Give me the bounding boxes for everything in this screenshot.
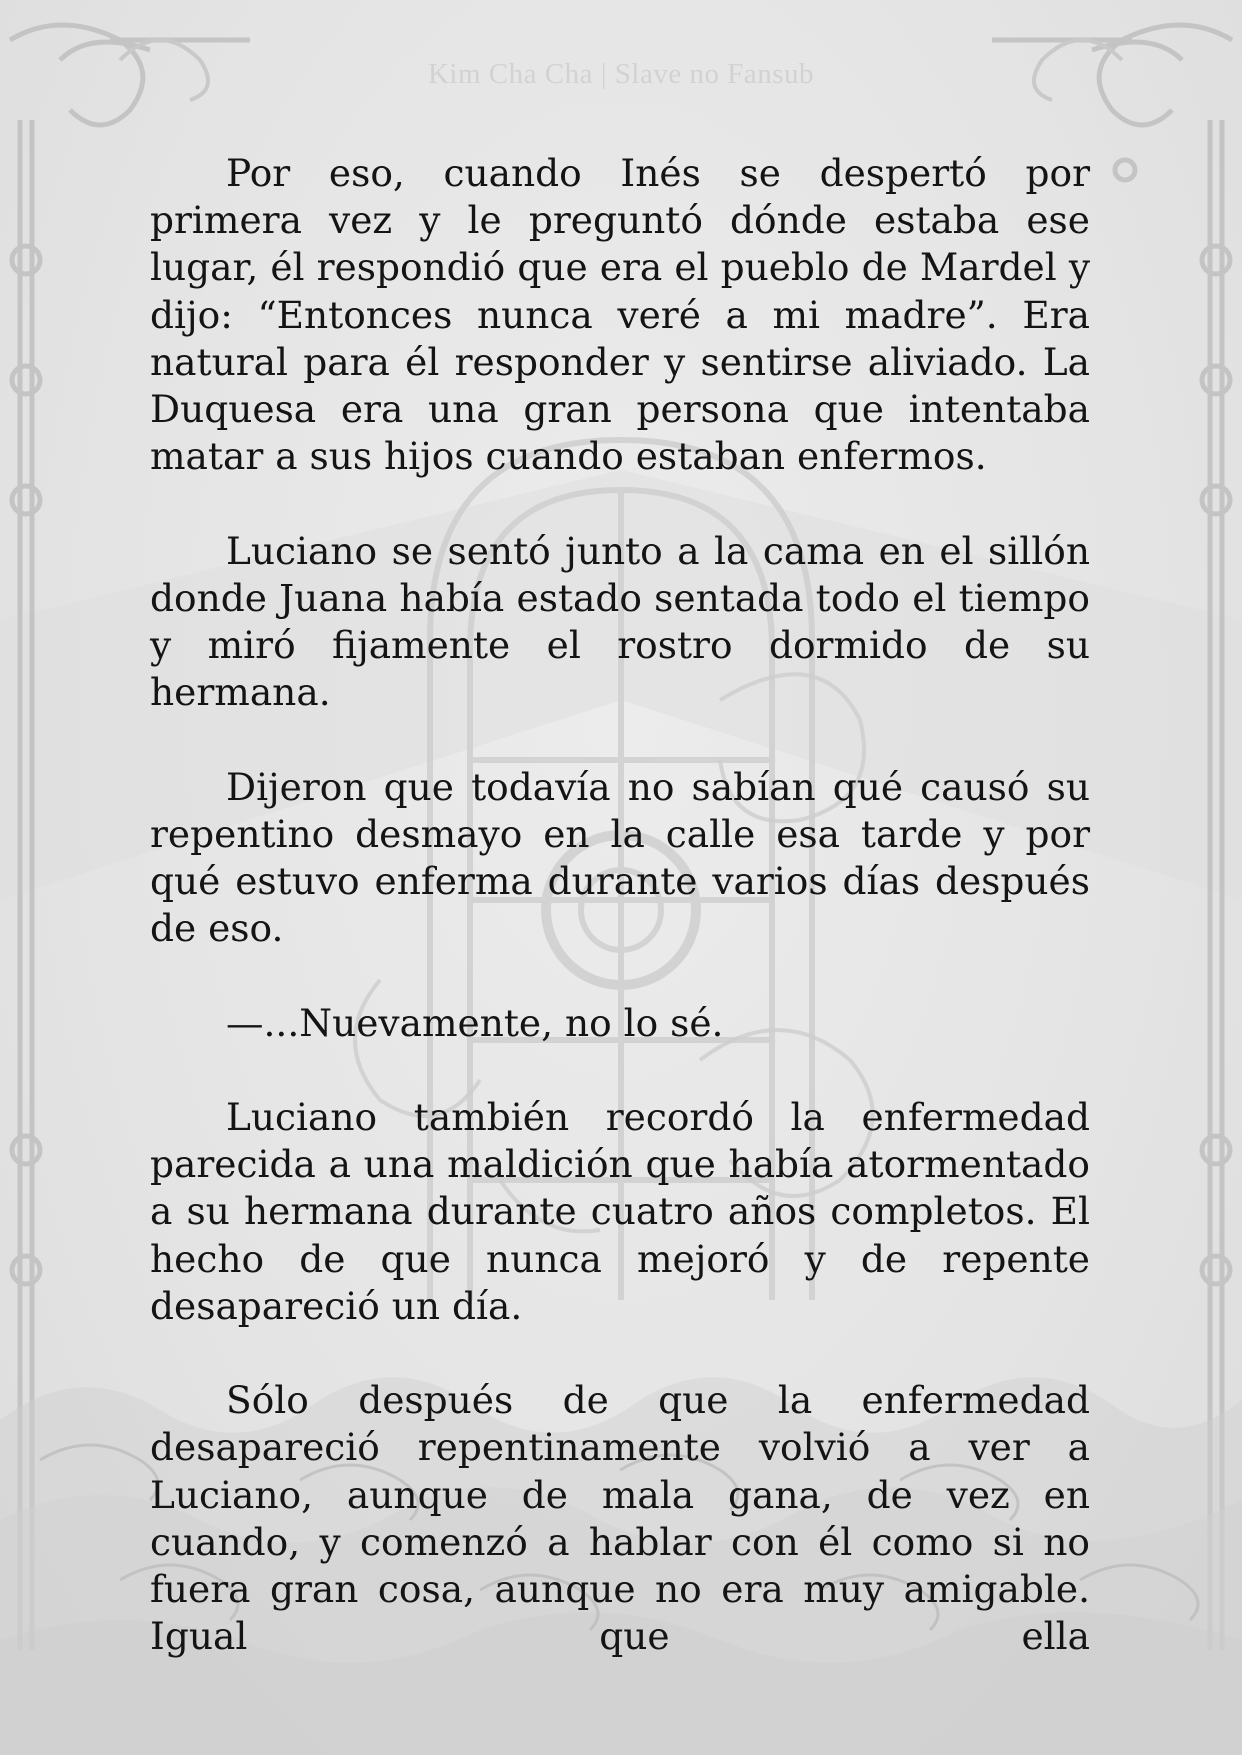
dialogue-line: —...Nuevamente, no lo sé. (226, 1000, 724, 1045)
body-text (150, 150, 1090, 1660)
paragraph: Dijeron que todavía no sabían qué causó su repentino desmayo en la calle esa tarde y por qué estuvo enferma durante varios días después de eso. (150, 764, 1090, 951)
paragraph: Por eso, cuando Inés se despertó por primera vez y le preguntó dónde estaba ese lugar, él respondió que era el pueblo de Mardel y dijo: “Entonces nunca veré a mi madre”. Era natural para él responder y sentirse aliviado. La Duquesa era una gran persona que intentaba matar a sus hijos cuando estaban enfermos. (150, 151, 1090, 479)
paragraph: Sólo después de que la enfermedad desapareció repentinamente volvió a ver a Luciano, aunque de mala gana, de vez en cuando, y comenzó a hablar con él como si no fuera gran cosa, aunque no era muy amigable. Igual que ella (150, 1378, 1090, 1659)
watermark-header: Kim Cha Cha | Slave no Fansub (427, 58, 814, 90)
paragraph: Luciano también recordó la enfermedad parecida a una maldición que había atormentado a su hermana durante cuatro años completos. El hecho de que nunca mejoró y de repente desapareció un día. (150, 1095, 1090, 1328)
paragraph: Luciano se sentó junto a la cama en el sillón donde Juana había estado sentada todo el tiempo y miró fijamente el rostro dormido de su hermana. (150, 528, 1090, 715)
